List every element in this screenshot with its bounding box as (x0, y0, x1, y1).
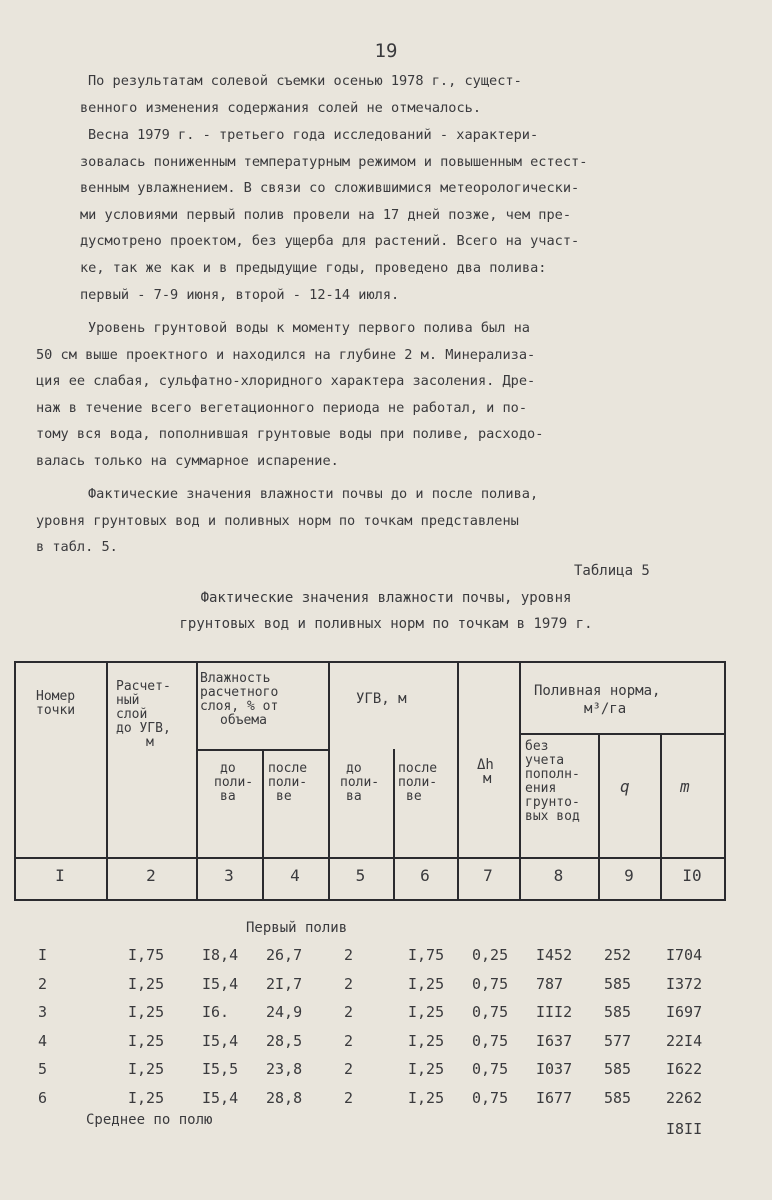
paragraph-4 (36, 481, 698, 561)
text-line: венным увлажнением. В связи со сложившимися метеорологически- (80, 180, 580, 197)
table-cell: I622 (666, 1060, 703, 1078)
table-cell: I (38, 946, 48, 964)
table-cell: I6. (202, 1003, 230, 1021)
table-cell: 28,5 (266, 1031, 303, 1050)
table-cell: I5,4 (202, 974, 239, 993)
header-dh: Δh м (477, 757, 494, 787)
table-caption-line-2: грунтовых вод и поливных норм по точкам в 1979 г. (179, 616, 593, 632)
table-cell: I697 (666, 1003, 703, 1021)
table-cell: I,25 (128, 1003, 165, 1021)
column-number: 5 (355, 866, 366, 885)
page-number: 19 (374, 40, 398, 62)
header-point: Номер точки (36, 689, 76, 718)
table-cell: 6 (38, 1088, 48, 1107)
table-cell: 2262 (666, 1088, 703, 1107)
table-cell: I037 (536, 1060, 573, 1078)
column-number: I0 (682, 866, 702, 885)
table-cell: 3 (38, 1003, 48, 1021)
table-cell: 28,8 (266, 1088, 303, 1107)
table-cell: 2 (344, 946, 354, 964)
table-cell: 2 (344, 1088, 354, 1107)
table-cell: 0,75 (472, 1003, 509, 1021)
table-cell: 585 (604, 1088, 632, 1107)
section-title: Первый полив (246, 920, 348, 936)
table-cell: 2 (344, 1060, 354, 1078)
text-line: Весна 1979 г. - третьего года исследований - характери- (88, 127, 539, 143)
table-cell: 2 (38, 974, 48, 993)
header-m: m (680, 777, 690, 796)
header-ugv-before: до поли- ва (340, 761, 380, 804)
text-line: ция ее слабая, сульфатно-хлоридного характера засоления. Дре- (36, 373, 536, 390)
header-q: q (620, 777, 630, 796)
paragraph-1 (80, 68, 698, 121)
table-cell: 0,75 (472, 974, 509, 993)
average-label: Среднее по полю (86, 1112, 213, 1128)
text-line: в табл. 5. (36, 539, 118, 556)
table-cell: 252 (604, 946, 632, 964)
table-cell: I8,4 (202, 946, 239, 964)
text-line: ми условиями первый полив провели на 17 дней позже, чем пре- (80, 206, 572, 223)
text-line: тому вся вода, пополнившая грунтовые воды при поливе, расходо- (36, 426, 544, 443)
table-caption-line-1: Фактические значения влажности почвы, уровня (200, 590, 572, 606)
table-cell: 585 (604, 1060, 632, 1078)
table-cell: I,25 (128, 1031, 165, 1050)
table-cell: 0,75 (472, 1088, 509, 1107)
column-number: 4 (290, 866, 300, 885)
header-ugv-after: после поли- ве (398, 761, 438, 804)
column-number: 9 (624, 866, 634, 885)
column-number: 2 (146, 866, 156, 885)
text-line: ке, так же как и в предыдущие годы, проведено два полива: (80, 259, 547, 276)
table-cell: 2 (344, 1003, 354, 1021)
paragraph-3 (36, 315, 698, 475)
text-line: уровня грунтовых вод и поливных норм по точкам представлены (36, 512, 519, 529)
table-cell: 0,25 (472, 946, 509, 964)
table-cell: 2 (344, 974, 354, 993)
table-cell: 5 (38, 1060, 48, 1078)
table-cell: 4 (38, 1031, 48, 1050)
text-line: Уровень грунтовой воды к моменту первого полива был на (88, 320, 530, 336)
header-norm: Поливная норма, м³/га (534, 683, 661, 717)
table-label: Таблица 5 (574, 563, 650, 579)
text-line: дусмотрено проектом, без ущерба для растений. Всего на участ- (80, 233, 580, 250)
column-number: I (55, 866, 65, 885)
table-cell: 2 (344, 1031, 354, 1050)
table-cell: I,75 (128, 946, 165, 964)
table-cell: I,25 (408, 974, 445, 993)
table-cell: I,25 (408, 1088, 445, 1107)
paragraph-2 (80, 122, 698, 308)
table-cell: 585 (604, 1003, 632, 1021)
header-moisture: Влажность расчетного слоя, % от объема (200, 671, 279, 728)
table-cell: 577 (604, 1031, 632, 1050)
column-number: 6 (420, 866, 430, 885)
table-cell: 787 (536, 974, 564, 993)
table-cell: 0,75 (472, 1031, 509, 1050)
table-cell: 23,8 (266, 1060, 303, 1078)
average-value: I8II (666, 1120, 703, 1138)
table-cell: 2I,7 (266, 974, 303, 993)
table-cell: 585 (604, 974, 632, 993)
column-number: 3 (224, 866, 234, 885)
text-line: валась только на суммарное испарение. (36, 452, 339, 469)
table-cell: I,25 (128, 974, 165, 993)
table-cell: I5,4 (202, 1031, 239, 1050)
table-cell: 26,7 (266, 946, 303, 964)
header-layer: Расчет- ный слой до УГВ, м (116, 679, 171, 750)
text-line: венного изменения содержания солей не отмечалось. (80, 99, 482, 116)
table-cell: III2 (536, 1003, 573, 1021)
table-cell: 0,75 (472, 1060, 509, 1078)
table-cell: I,25 (408, 1060, 445, 1078)
header-moisture-before: до поли- ва (214, 761, 254, 804)
text-line: По результатам солевой съемки осенью 1978 г., сущест- (88, 73, 522, 89)
table-cell: I372 (666, 974, 703, 993)
column-number: 7 (483, 866, 493, 885)
table-cell: I,25 (128, 1060, 165, 1078)
column-number: 8 (553, 866, 564, 885)
text-line: Фактические значения влажности почвы до и после полива, (88, 486, 539, 502)
table-cell: I,25 (408, 1031, 445, 1050)
header-moisture-after: после поли- ве (268, 761, 308, 804)
table-cell: I5,5 (202, 1060, 239, 1078)
table-cell: I677 (536, 1088, 573, 1107)
header-without-recharge: без учета пополн- ения грунто- вых вод (525, 739, 580, 824)
table-cell: I,25 (128, 1088, 165, 1107)
text-line: зовалась пониженным температурным режимом и повышенным естест- (80, 153, 588, 170)
table-cell: 24,9 (266, 1003, 303, 1021)
table-cell: 22I4 (666, 1031, 703, 1050)
table-cell: I,25 (408, 1003, 445, 1021)
table-cell: I637 (536, 1031, 573, 1050)
table-cell: I452 (536, 946, 573, 964)
table-cell: I704 (666, 946, 703, 964)
text-line: наж в течение всего вегетационного периода не работал, и по- (36, 399, 528, 416)
table-cell: I5,4 (202, 1088, 239, 1107)
table-cell: I,75 (408, 946, 445, 964)
header-ugv: УГВ, м (356, 691, 407, 707)
text-line: 50 см выше проектного и находился на глубине 2 м. Минерализа- (36, 346, 536, 363)
text-line: первый - 7-9 июня, второй - 12-14 июля. (80, 286, 400, 303)
